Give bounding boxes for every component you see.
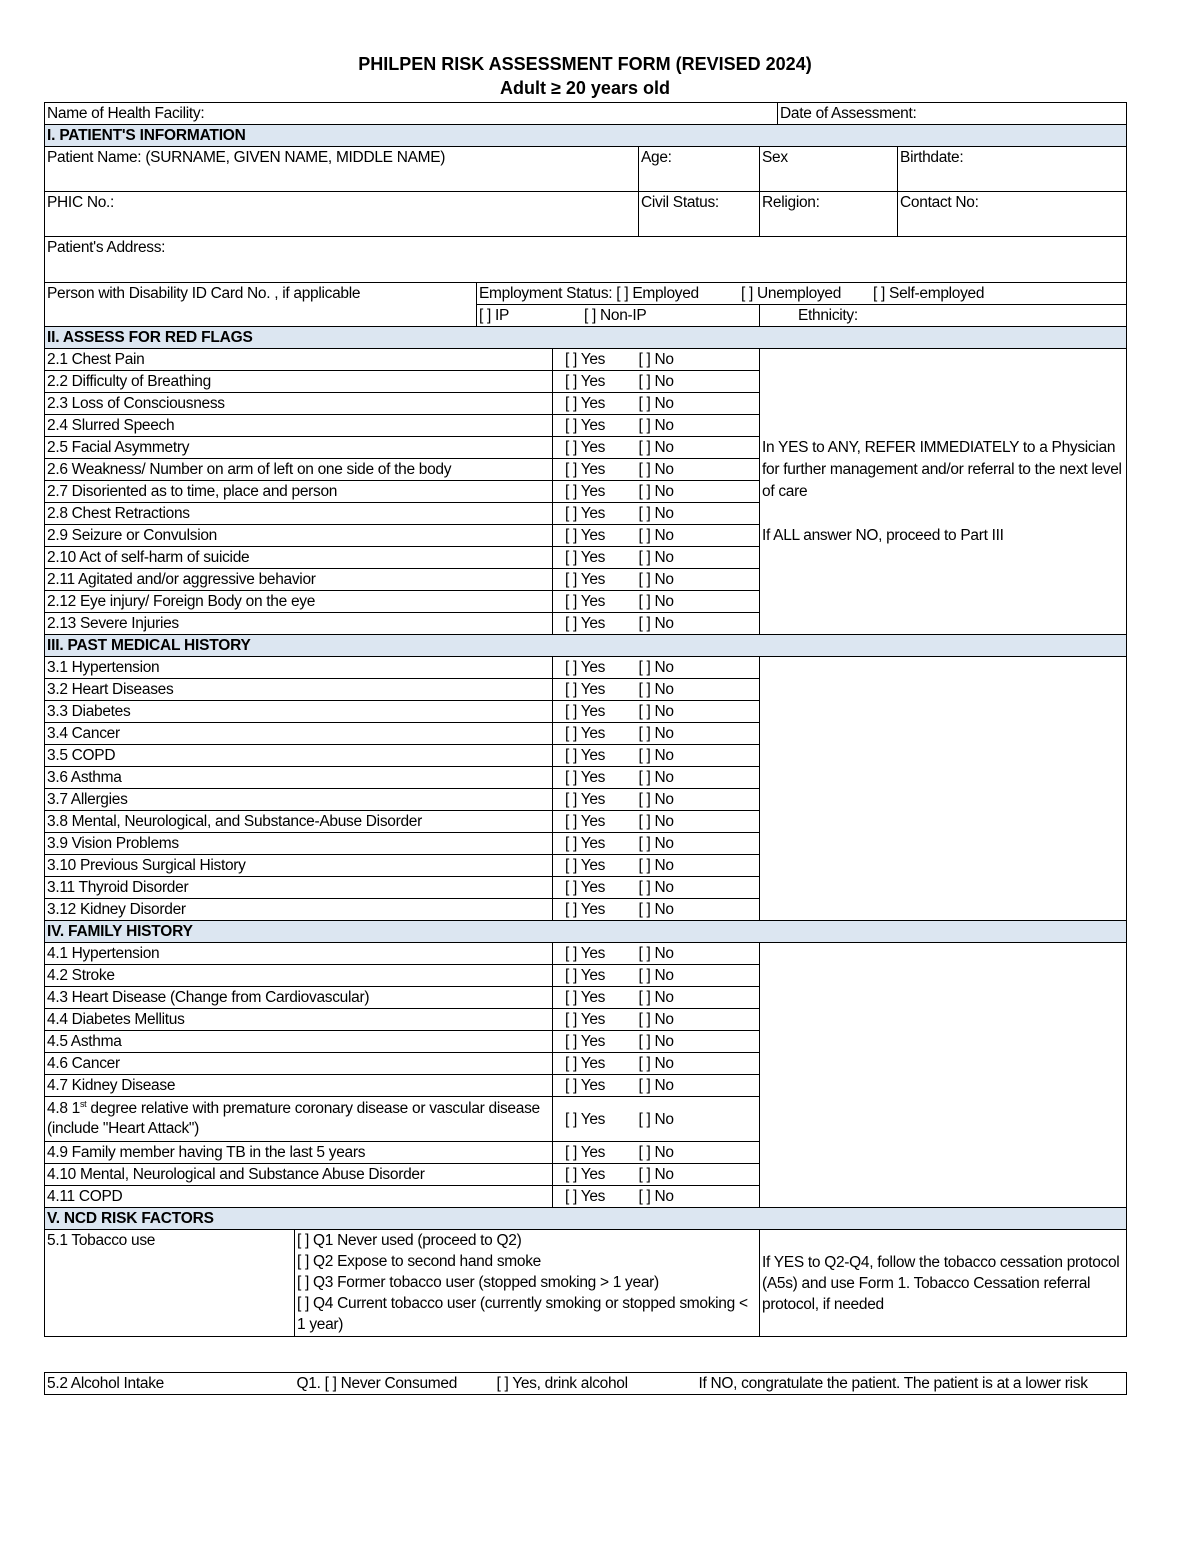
patient-name-field[interactable]: Patient Name: (SURNAME, GIVEN NAME, MIDDLE NAME) <box>45 147 639 192</box>
yes-checkbox[interactable]: [ ] Yes <box>553 503 639 525</box>
no-checkbox[interactable]: [ ] No <box>639 943 760 965</box>
question-label: 4.5 Asthma <box>45 1031 553 1053</box>
question-label: 2.13 Severe Injuries <box>45 613 553 635</box>
yes-checkbox[interactable]: [ ] Yes <box>553 965 639 987</box>
item-48-sup: st <box>79 1098 87 1109</box>
question-label: 2.9 Seizure or Convulsion <box>45 525 553 547</box>
no-checkbox[interactable]: [ ] No <box>639 503 760 525</box>
yes-checkbox[interactable]: [ ] Yes <box>553 1142 639 1164</box>
question-label-4-8 <box>45 1097 553 1142</box>
alcohol-options[interactable] <box>295 1373 697 1395</box>
question-label: 3.5 COPD <box>45 745 553 767</box>
no-checkbox[interactable]: [ ] No <box>639 1009 760 1031</box>
employment-status[interactable] <box>477 283 1127 305</box>
no-checkbox[interactable]: [ ] No <box>639 437 760 459</box>
red-flags-rows <box>45 349 1127 635</box>
question-label: 4.1 Hypertension <box>45 943 553 965</box>
employed-option[interactable]: Employment Status: [ ] Employed <box>479 285 699 302</box>
question-label: 3.11 Thyroid Disorder <box>45 877 553 899</box>
no-checkbox[interactable]: [ ] No <box>639 679 760 701</box>
no-checkbox[interactable]: [ ] No <box>639 833 760 855</box>
yes-checkbox[interactable]: [ ] Yes <box>553 371 639 393</box>
question-label: 3.8 Mental, Neurological, and Substance-Abuse Disorder <box>45 811 553 833</box>
yes-checkbox[interactable]: [ ] Yes <box>553 701 639 723</box>
question-label: 4.10 Mental, Neurological and Substance Abuse Disorder <box>45 1164 553 1186</box>
no-checkbox[interactable]: [ ] No <box>639 899 760 921</box>
no-checkbox[interactable]: [ ] No <box>639 525 760 547</box>
facility-name-field[interactable]: Name of Health Facility: <box>45 103 778 125</box>
section-note <box>760 349 1127 635</box>
no-checkbox[interactable]: [ ] No <box>639 811 760 833</box>
question-label: 2.5 Facial Asymmetry <box>45 437 553 459</box>
age-field[interactable]: Age: <box>639 147 760 192</box>
question-label: 2.10 Act of self-harm of suicide <box>45 547 553 569</box>
question-label: 2.1 Chest Pain <box>45 349 553 371</box>
yes-checkbox[interactable]: [ ] Yes <box>553 1164 639 1186</box>
no-checkbox[interactable]: [ ] No <box>639 591 760 613</box>
no-checkbox[interactable]: [ ] No <box>639 1097 760 1142</box>
birthdate-field[interactable]: Birthdate: <box>898 147 1127 192</box>
pwd-id-field[interactable]: Person with Disability ID Card No. , if applicable <box>45 283 477 305</box>
question-label: 3.3 Diabetes <box>45 701 553 723</box>
yes-checkbox[interactable]: [ ] Yes <box>553 811 639 833</box>
yes-checkbox[interactable]: [ ] Yes <box>553 569 639 591</box>
section-note <box>760 943 1127 1208</box>
section-patient-info-heading: I. PATIENT'S INFORMATION <box>45 125 1127 147</box>
no-checkbox[interactable]: [ ] No <box>639 745 760 767</box>
ip-option[interactable]: [ ] IP <box>479 307 510 324</box>
yes-checkbox[interactable]: [ ] Yes <box>553 349 639 371</box>
form-title: PHILPEN RISK ASSESSMENT FORM (REVISED 2024) <box>358 54 812 74</box>
civil-status-field[interactable]: Civil Status: <box>639 192 760 237</box>
question-label: 3.10 Previous Surgical History <box>45 855 553 877</box>
form-subtitle: Adult ≥ 20 years old <box>500 78 670 98</box>
no-checkbox[interactable]: [ ] No <box>639 613 760 635</box>
family-history-rows <box>45 943 1127 1208</box>
section-red-flags-heading: II. ASSESS FOR RED FLAGS <box>45 327 1127 349</box>
tobacco-q4-option[interactable]: [ ] Q4 Current tobacco user (currently smoking or stopped smoking < 1 year) <box>297 1295 748 1333</box>
past-medical-rows <box>45 657 1127 921</box>
question-label: 4.7 Kidney Disease <box>45 1075 553 1097</box>
no-checkbox[interactable]: [ ] No <box>639 1164 760 1186</box>
yes-checkbox[interactable]: [ ] Yes <box>553 1053 639 1075</box>
question-label: 3.2 Heart Diseases <box>45 679 553 701</box>
ethnicity-label: Ethnicity: <box>798 307 858 324</box>
no-checkbox[interactable]: [ ] No <box>639 547 760 569</box>
question-label: 3.7 Allergies <box>45 789 553 811</box>
phic-field[interactable]: PHIC No.: <box>45 192 639 237</box>
ip-status[interactable] <box>477 305 760 327</box>
yes-checkbox[interactable]: [ ] Yes <box>553 1031 639 1053</box>
yes-checkbox[interactable]: [ ] Yes <box>553 657 639 679</box>
yes-checkbox[interactable]: [ ] Yes <box>553 437 639 459</box>
yes-checkbox[interactable]: [ ] Yes <box>553 943 639 965</box>
section-ncd-heading: V. NCD RISK FACTORS <box>45 1208 1127 1230</box>
risk-assessment-table <box>44 102 1127 1337</box>
yes-checkbox[interactable]: [ ] Yes <box>553 1009 639 1031</box>
question-label: 2.2 Difficulty of Breathing <box>45 371 553 393</box>
item-48-prefix: 4.8 1 <box>47 1100 80 1117</box>
question-label: 3.9 Vision Problems <box>45 833 553 855</box>
no-checkbox[interactable]: [ ] No <box>639 569 760 591</box>
yes-checkbox[interactable]: [ ] Yes <box>553 877 639 899</box>
refer-immediately-note: In YES to ANY, REFER IMMEDIATELY to a Physician for further management and/or referral to the next level of care <box>762 439 1122 500</box>
question-label: 2.4 Slurred Speech <box>45 415 553 437</box>
question-label: 4.6 Cancer <box>45 1053 553 1075</box>
no-checkbox[interactable]: [ ] No <box>639 393 760 415</box>
question-row <box>45 349 1127 371</box>
no-checkbox[interactable]: [ ] No <box>639 415 760 437</box>
alcohol-never-option[interactable]: Q1. [ ] Never Consumed <box>296 1375 458 1392</box>
question-label: 4.11 COPD <box>45 1186 553 1208</box>
self-employed-option[interactable]: [ ] Self-employed <box>873 285 985 302</box>
no-checkbox[interactable]: [ ] No <box>639 657 760 679</box>
yes-checkbox[interactable]: [ ] Yes <box>553 613 639 635</box>
tobacco-q2-option[interactable]: [ ] Q2 Expose to second hand smoke <box>297 1253 541 1270</box>
ethnicity-field[interactable] <box>760 305 1127 327</box>
question-label: 2.8 Chest Retractions <box>45 503 553 525</box>
alcohol-intake-row <box>44 1372 1127 1395</box>
non-ip-option[interactable]: [ ] Non-IP <box>584 307 647 324</box>
no-checkbox[interactable]: [ ] No <box>639 877 760 899</box>
question-label: 2.7 Disoriented as to time, place and person <box>45 481 553 503</box>
yes-checkbox[interactable]: [ ] Yes <box>553 1075 639 1097</box>
question-label: 4.4 Diabetes Mellitus <box>45 1009 553 1031</box>
yes-checkbox[interactable]: [ ] Yes <box>553 591 639 613</box>
no-checkbox[interactable]: [ ] No <box>639 987 760 1009</box>
alcohol-label: 5.2 Alcohol Intake <box>45 1373 295 1395</box>
question-label: 4.9 Family member having TB in the last 5 years <box>45 1142 553 1164</box>
no-checkbox[interactable]: [ ] No <box>639 1031 760 1053</box>
tobacco-q3-option[interactable]: [ ] Q3 Former tobacco user (stopped smoking > 1 year) <box>297 1274 659 1291</box>
yes-checkbox[interactable]: [ ] Yes <box>553 833 639 855</box>
question-label: 2.6 Weakness/ Number on arm of left on one side of the body <box>45 459 553 481</box>
yes-checkbox[interactable]: [ ] Yes <box>553 789 639 811</box>
assessment-date-field[interactable]: Date of Assessment: <box>778 103 1127 125</box>
question-label: 2.12 Eye injury/ Foreign Body on the eye <box>45 591 553 613</box>
no-checkbox[interactable]: [ ] No <box>639 349 760 371</box>
yes-checkbox[interactable]: [ ] Yes <box>553 745 639 767</box>
alcohol-note: If NO, congratulate the patient. The patient is at a lower risk <box>697 1373 1127 1395</box>
yes-checkbox[interactable]: [ ] Yes <box>553 547 639 569</box>
section-past-medical-heading: III. PAST MEDICAL HISTORY <box>45 635 1127 657</box>
item-48-rest: degree relative with premature coronary disease or vascular disease (include "Heart Attack") <box>47 1100 540 1137</box>
yes-checkbox[interactable]: [ ] Yes <box>553 767 639 789</box>
tobacco-label: 5.1 Tobacco use <box>45 1230 295 1337</box>
no-checkbox[interactable]: [ ] No <box>639 701 760 723</box>
no-checkbox[interactable]: [ ] No <box>639 1142 760 1164</box>
question-label: 4.3 Heart Disease (Change from Cardiovascular) <box>45 987 553 1009</box>
question-row <box>45 657 1127 679</box>
section-note <box>760 657 1127 921</box>
yes-checkbox[interactable]: [ ] Yes <box>553 1186 639 1208</box>
yes-checkbox[interactable]: [ ] Yes <box>553 415 639 437</box>
yes-checkbox[interactable]: [ ] Yes <box>553 481 639 503</box>
yes-checkbox[interactable]: [ ] Yes <box>553 987 639 1009</box>
question-label: 3.12 Kidney Disorder <box>45 899 553 921</box>
yes-checkbox[interactable]: [ ] Yes <box>553 1097 639 1142</box>
question-row <box>45 943 1127 965</box>
yes-checkbox[interactable]: [ ] Yes <box>553 525 639 547</box>
question-label: 3.6 Asthma <box>45 767 553 789</box>
alcohol-yes-option[interactable]: [ ] Yes, drink alcohol <box>496 1375 628 1392</box>
yes-checkbox[interactable]: [ ] Yes <box>553 459 639 481</box>
yes-checkbox[interactable]: [ ] Yes <box>553 679 639 701</box>
no-checkbox[interactable]: [ ] No <box>639 481 760 503</box>
tobacco-q1-option[interactable]: [ ] Q1 Never used (proceed to Q2) <box>297 1232 522 1249</box>
address-field[interactable]: Patient's Address: <box>45 237 1127 283</box>
question-label: 4.2 Stroke <box>45 965 553 987</box>
no-checkbox[interactable]: [ ] No <box>639 767 760 789</box>
tobacco-options[interactable] <box>295 1230 760 1337</box>
yes-checkbox[interactable]: [ ] Yes <box>553 723 639 745</box>
no-checkbox[interactable]: [ ] No <box>639 1186 760 1208</box>
contact-field[interactable]: Contact No: <box>898 192 1127 237</box>
tobacco-protocol-note: If YES to Q2-Q4, follow the tobacco cessation protocol (A5s) and use Form 1. Tobacco Cessation referral protocol, if needed <box>760 1230 1127 1337</box>
no-checkbox[interactable]: [ ] No <box>639 789 760 811</box>
yes-checkbox[interactable]: [ ] Yes <box>553 855 639 877</box>
no-checkbox[interactable]: [ ] No <box>639 371 760 393</box>
no-checkbox[interactable]: [ ] No <box>639 459 760 481</box>
no-checkbox[interactable]: [ ] No <box>639 1075 760 1097</box>
question-label: 3.4 Cancer <box>45 723 553 745</box>
yes-checkbox[interactable]: [ ] Yes <box>553 899 639 921</box>
no-checkbox[interactable]: [ ] No <box>639 855 760 877</box>
question-label: 2.3 Loss of Consciousness <box>45 393 553 415</box>
religion-field[interactable]: Religion: <box>760 192 898 237</box>
section-family-history-heading: IV. FAMILY HISTORY <box>45 921 1127 943</box>
sex-field[interactable]: Sex <box>760 147 898 192</box>
no-checkbox[interactable]: [ ] No <box>639 723 760 745</box>
question-label: 2.11 Agitated and/or aggressive behavior <box>45 569 553 591</box>
yes-checkbox[interactable]: [ ] Yes <box>553 393 639 415</box>
no-checkbox[interactable]: [ ] No <box>639 965 760 987</box>
question-label: 3.1 Hypertension <box>45 657 553 679</box>
proceed-note: If ALL answer NO, proceed to Part III <box>762 527 1004 544</box>
unemployed-option[interactable]: [ ] Unemployed <box>741 285 842 302</box>
no-checkbox[interactable]: [ ] No <box>639 1053 760 1075</box>
red-flag-instructions <box>762 349 1124 547</box>
